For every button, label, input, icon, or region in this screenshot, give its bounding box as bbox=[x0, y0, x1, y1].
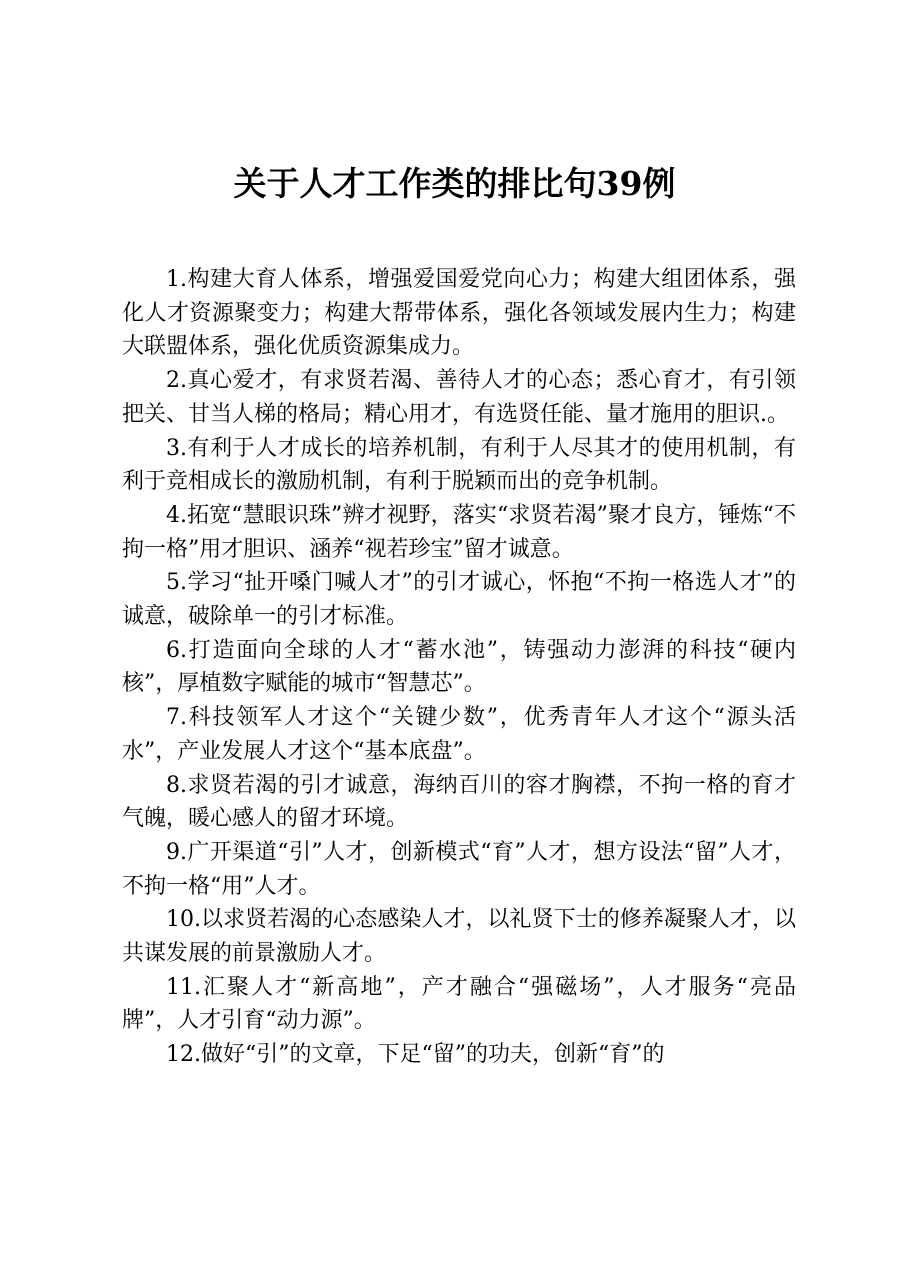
paragraph-1: 1.构建大育人体系，增强爱国爱党向心力；构建大组团体系，强化人才资源聚变力；构建大帮带体系，强化各领域发展内生力；构建大联盟体系，强化优质资源集成力。 bbox=[122, 267, 796, 360]
document-title: 关于人才工作类的排比句39例 bbox=[233, 164, 676, 203]
paragraph-10: 10.以求贤若渴的心态感染人才，以礼贤下士的修养凝聚人才，以共谋发展的前景激励人才。 bbox=[122, 907, 796, 967]
paragraph-11: 11.汇聚人才“新高地”，产才融合“强磁场”，人才服务“亮品牌”，人才引育“动力源”。 bbox=[122, 974, 796, 1034]
paragraph-8: 8.求贤若渴的引才诚意，海纳百川的容才胸襟，不拘一格的育才气魄，暖心感人的留才环境。 bbox=[122, 772, 796, 832]
paragraph-6: 6.打造面向全球的人才“蓄水池”，铸强动力澎湃的科技“硬内核”，厚植数字赋能的城市“智慧芯”。 bbox=[122, 637, 796, 697]
paragraph-5: 5.学习“扯开嗓门喊人才”的引才诚心，怀抱“不拘一格选人才”的诚意，破除单一的引才标准。 bbox=[122, 570, 796, 630]
paragraph-9: 9.广开渠道“引”人才，创新模式“育”人才，想方设法“留”人才，不拘一格“用”人才。 bbox=[122, 839, 796, 899]
paragraph-4: 4.拓宽“慧眼识珠”辨才视野，落实“求贤若渴”聚才良方，锤炼“不拘一格”用才胆识、涵养“视若珍宝”留才诚意。 bbox=[122, 502, 796, 562]
paragraph-2: 2.真心爱才，有求贤若渴、善待人才的心态；悉心育才，有引领把关、甘当人梯的格局；精心用才，有选贤任能、量才施用的胆识.。 bbox=[122, 368, 796, 427]
paragraph-3: 3.有利于人才成长的培养机制，有利于人尽其才的使用机制，有利于竞相成长的激励机制，有利于脱颖而出的竞争机制。 bbox=[122, 435, 796, 495]
paragraph-7: 7.科技领军人才这个“关键少数”，优秀青年人才这个“源头活水”，产业发展人才这个“基本底盘”。 bbox=[122, 705, 796, 764]
document-body bbox=[122, 263, 796, 1072]
paragraph-12: 12.做好“引”的文章，下足“留”的功夫，创新“育”的 bbox=[166, 1042, 665, 1068]
